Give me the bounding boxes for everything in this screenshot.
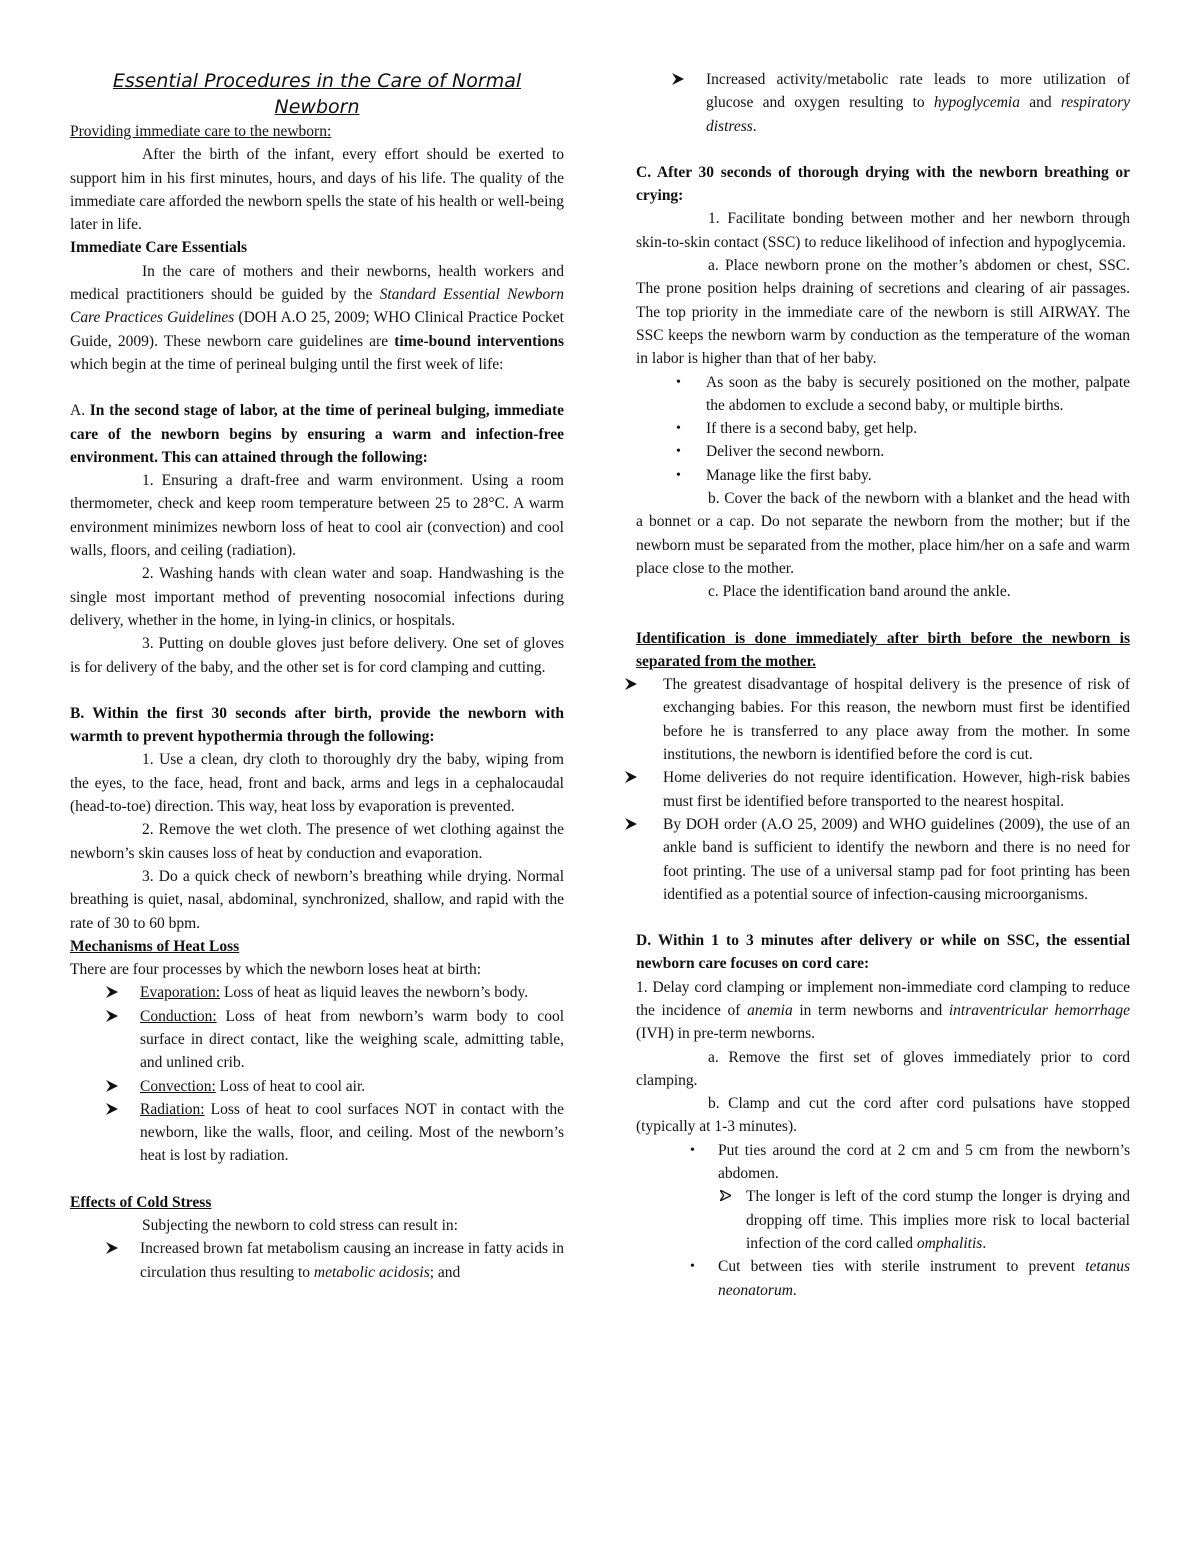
list-item: Convection: Loss of heat to cool air.	[70, 1075, 564, 1098]
section-heading-identification: Identification is done immediately after birth before the newborn is separated from the mother.	[636, 629, 1130, 670]
cold-stress-intro: Subjecting the newborn to cold stress can result in:	[142, 1217, 458, 1235]
list-item: • Cut between ties with sterile instrument to prevent tetanus neonatorum.	[636, 1255, 1130, 1302]
arrow-bullet-icon	[106, 1005, 118, 1022]
step-da: a. Remove the first set of gloves immediately prior to cord clamping.	[636, 1048, 1130, 1089]
list-item: The longer is left of the cord stump the longer is drying and dropping off time. This implies more risk to local bacterial infection of the cord called omphalitis.	[636, 1185, 1130, 1255]
cord-care-list-2	[636, 1255, 1130, 1302]
bullet-icon: •	[676, 444, 681, 460]
step-a3: 3. Putting on double gloves just before delivery. One set of gloves is for delivery of the baby, and the other set is for cord clamping and cutting.	[70, 635, 564, 676]
section-c-heading: C. After 30 seconds of thorough drying with the newborn breathing or crying:	[636, 163, 1130, 205]
step-b3: 3. Do a quick check of newborn’s breathing while drying. Normal breathing is quiet, nasal, abdominal, synchronized, shallow, and rapid with the rate of 30 to 60 bpm.	[70, 867, 564, 932]
step-c1: 1. Facilitate bonding between mother and her newborn through skin-to-skin contact (SSC) to reduce likelihood of infection and hypoglycemia.	[636, 210, 1130, 251]
step-d1: 1. Delay cord clamping or implement non-immediate cord clamping to reduce the incidence of anemia in term newborns and intraventricular hemorrhage (IVH) in pre-term newborns.	[636, 978, 1130, 1043]
cord-care-sublist	[636, 1185, 1130, 1255]
arrow-bullet-icon	[106, 1237, 118, 1254]
list-item: Home deliveries do not require identification. However, high-risk babies must first be identified before transported to the nearest hospital.	[636, 766, 1130, 813]
arrow-bullet-icon	[720, 1185, 731, 1201]
step-db: b. Clamp and cut the cord after cord pulsations have stopped (typically at 1-3 minutes).	[636, 1095, 1130, 1136]
list-item: The greatest disadvantage of hospital delivery is the presence of risk of exchanging babies. For this reason, the newborn must first be identified before he is transferred to any place away from the mother. In some institutions, the newborn is identified before the cord is cut.	[636, 673, 1130, 766]
identification-list	[636, 673, 1130, 906]
list-item: • Deliver the second newborn.	[636, 440, 1130, 463]
list-item: Increased brown fat metabolism causing an increase in fatty acids in circulation thus resulting to metabolic acidosis; and	[70, 1237, 564, 1284]
arrow-bullet-icon	[672, 68, 684, 85]
section-b-heading: B. Within the first 30 seconds after birth, provide the newborn with warmth to prevent hypothermia through the following:	[70, 704, 564, 746]
bullet-icon: •	[676, 374, 681, 390]
step-cc: c. Place the identification band around the ankle.	[708, 583, 1011, 601]
step-ca: a. Place newborn prone on the mother’s abdomen or chest, SSC. The prone position helps draining of secretions and clearing of air passages. The top priority in the immediate care of the newborn is still AIRWAY. The SSC keeps the newborn warm by conduction as the temperature of the woman in labor is higher than that of her baby.	[636, 257, 1130, 368]
cord-care-list	[636, 1139, 1130, 1186]
arrow-bullet-icon	[625, 813, 637, 830]
list-item: Evaporation: Loss of heat as liquid leaves the newborn’s body.	[70, 981, 564, 1004]
section-heading-essentials: Immediate Care Essentials	[70, 239, 248, 257]
list-item: • Put ties around the cord at 2 cm and 5 cm from the newborn’s abdomen.	[636, 1139, 1130, 1186]
arrow-bullet-icon	[106, 1098, 118, 1115]
section-a-heading: A. In the second stage of labor, at the time of perineal bulging, immediate care of the newborn begins by ensuring a warm and infection-free environment. This can attained through the following:	[70, 402, 564, 466]
arrow-bullet-icon	[106, 1075, 118, 1092]
step-cb: b. Cover the back of the newborn with a blanket and the head with a bonnet or a cap. Do not separate the newborn from the mother; but if the newborn must be separated from the mother, place him/her on a safe and warm place close to the mother.	[636, 490, 1130, 577]
list-item: • Manage like the first baby.	[636, 464, 1130, 487]
step-a1: 1. Ensuring a draft-free and warm environment. Using a room thermometer, check and keep room temperature between 25 to 28°C. A warm environment minimizes newborn loss of heat to cool air (convection) and cool walls, floors, and ceiling (radiation).	[70, 472, 564, 560]
section-heading-immediate-care: Providing immediate care to the newborn:	[70, 123, 332, 140]
bullet-icon: •	[690, 1259, 695, 1275]
bullet-icon: •	[676, 467, 681, 483]
step-a2: 2. Washing hands with clean water and soap. Handwashing is the single most important method of preventing nosocomial infections during delivery, whether in the home, in lying-in clinics, or hospitals.	[70, 565, 564, 629]
section-d-heading: D. Within 1 to 3 minutes after delivery or while on SSC, the essential newborn care focuses on cord care:	[636, 932, 1130, 973]
list-item: Radiation: Loss of heat to cool surfaces NOT in contact with the newborn, like the walls, floor, and ceiling. Most of the newborn’s heat is lost by radiation.	[70, 1098, 564, 1168]
ssc-bullet-list	[636, 371, 1130, 487]
list-item: • As soon as the baby is securely positioned on the mother, palpate the abdomen to exclude a second baby, or multiple births.	[636, 371, 1130, 418]
left-column	[70, 68, 564, 1284]
step-b2: 2. Remove the wet cloth. The presence of wet clothing against the newborn’s skin causes loss of heat by conduction and evaporation.	[70, 821, 564, 862]
bullet-icon: •	[676, 421, 681, 437]
right-column	[636, 68, 1130, 1302]
list-item: Conduction: Loss of heat from newborn’s warm body to cool surface in direct contact, like the weighing scale, admitting table, and unlined crib.	[70, 1005, 564, 1075]
arrow-bullet-icon	[625, 766, 637, 783]
step-b1: 1. Use a clean, dry cloth to thoroughly dry the baby, wiping from the eyes, to the face, head, front and back, arms and legs in a cephalocaudal (head-to-toe) direction. This way, heat loss by evaporation is prevented.	[70, 751, 564, 816]
bullet-icon: •	[690, 1142, 695, 1158]
cold-stress-list	[70, 1237, 564, 1284]
list-item: Increased activity/metabolic rate leads to more utilization of glucose and oxygen resulting to hypoglycemia and respiratory distress.	[636, 68, 1130, 138]
page-title: Essential Procedures in the Care of Normal Newborn	[112, 70, 522, 118]
section-heading-heat-loss: Mechanisms of Heat Loss	[70, 937, 240, 955]
arrow-bullet-icon	[625, 673, 637, 690]
section-heading-cold-stress: Effects of Cold Stress	[70, 1193, 212, 1211]
list-item: By DOH order (A.O 25, 2009) and WHO guidelines (2009), the use of an ankle band is sufficient to identify the newborn and there is no need for foot printing. The use of a universal stamp pad for foot printing has been identified as a potential source of infection-causing microorganisms.	[636, 813, 1130, 906]
arrow-bullet-icon	[106, 981, 118, 998]
list-item: • If there is a second baby, get help.	[636, 417, 1130, 440]
heat-loss-list	[70, 981, 564, 1167]
heat-loss-intro: There are four processes by which the newborn loses heat at birth:	[70, 961, 482, 979]
intro-paragraph: After the birth of the infant, every effort should be exerted to support him in his first minutes, hours, and days of his life. The quality of the immediate care afforded the newborn spells the state of his health or well-being later in life.	[70, 146, 564, 234]
guidelines-paragraph: In the care of mothers and their newborns, health workers and medical practitioners should be guided by the Standard Essential Newborn Care Practices Guidelines (DOH A.O 25, 2009; WHO Clinical Practice Pocket Guide, 2009). These newborn care guidelines are time-bound interventions which begin at the time of perineal bulging until the first week of life:	[70, 262, 565, 373]
cold-stress-list-continued	[636, 68, 1130, 138]
